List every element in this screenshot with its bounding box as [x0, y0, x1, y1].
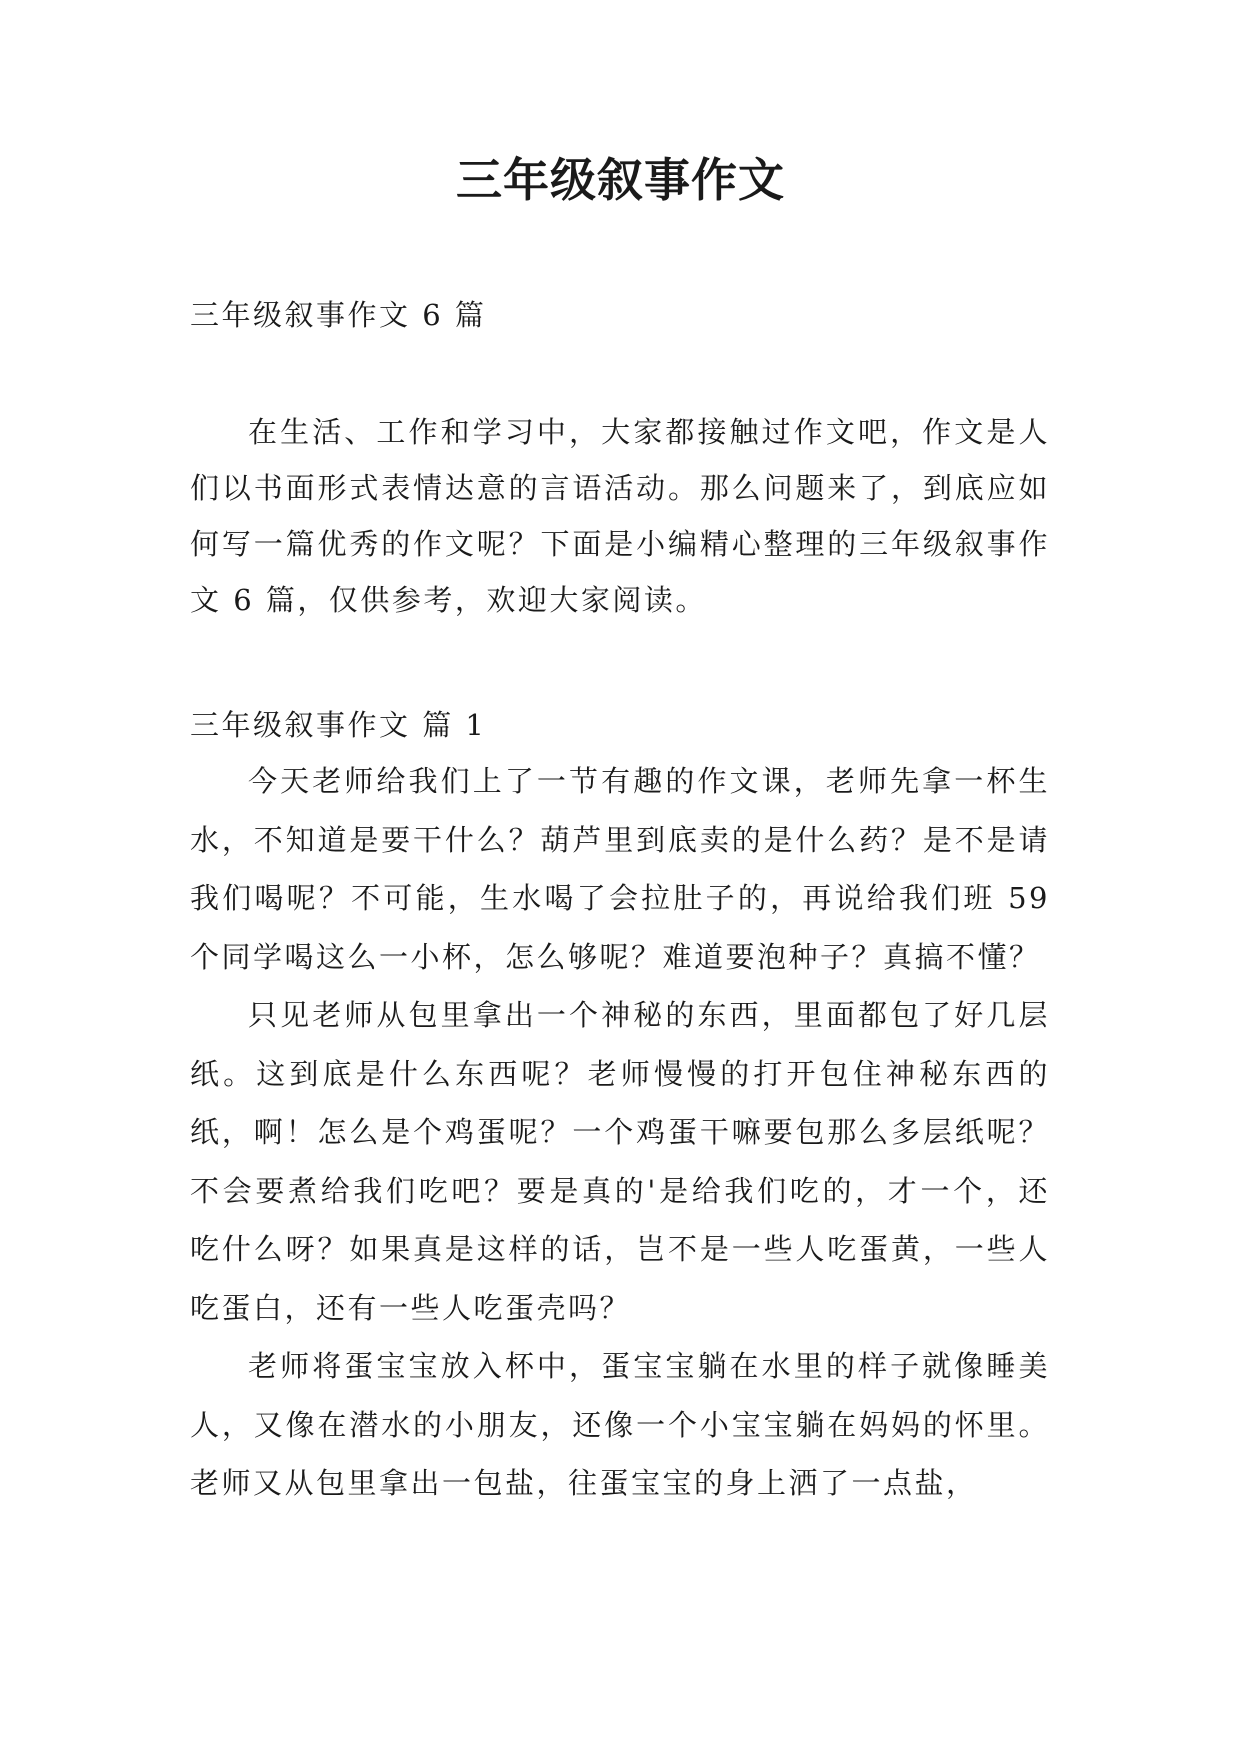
- intro-section: [190, 404, 1050, 628]
- document-title: 三年级叙事作文: [456, 153, 785, 207]
- essay-paragraph: 只见老师从包里拿出一个神秘的东西，里面都包了好几层纸。这到底是什么东西呢？老师慢慢的打开包住神秘东西的纸，啊！怎么是个鸡蛋呢？一个鸡蛋干嘛要包那么多层纸呢？不会要煮给我们吃吧？要是真的'是给我们吃的，才一个，还吃什么呀？如果真是这样的话，岂不是一些人吃蛋黄，一些人吃蛋白，还有一些人吃蛋壳吗？: [190, 998, 1050, 1325]
- section-heading: 三年级叙事作文 篇 1: [190, 708, 487, 742]
- essay-paragraph: 老师将蛋宝宝放入杯中，蛋宝宝躺在水里的样子就像睡美人，又像在潜水的小朋友，还像一个小宝宝躺在妈妈的怀里。老师又从包里拿出一包盐，往蛋宝宝的身上洒了一点盐，: [190, 1349, 1050, 1500]
- document-subtitle: 三年级叙事作文 6 篇: [190, 298, 487, 332]
- essay-paragraph: 今天老师给我们上了一节有趣的作文课，老师先拿一杯生水，不知道是要干什么？葫芦里到底卖的是什么药？是不是请我们喝呢？不可能，生水喝了会拉肚子的，再说给我们班 59 个同学喝这么一小杯，怎么够呢？难道要泡种子？真搞不懂？: [190, 764, 1050, 974]
- essay-body: [190, 752, 1050, 1513]
- intro-paragraph: 在生活、工作和学习中，大家都接触过作文吧，作文是人们以书面形式表情达意的言语活动。那么问题来了，到底应如何写一篇优秀的作文呢？下面是小编精心整理的三年级叙事作文 6 篇，仅供参考，欢迎大家阅读。: [190, 415, 1050, 617]
